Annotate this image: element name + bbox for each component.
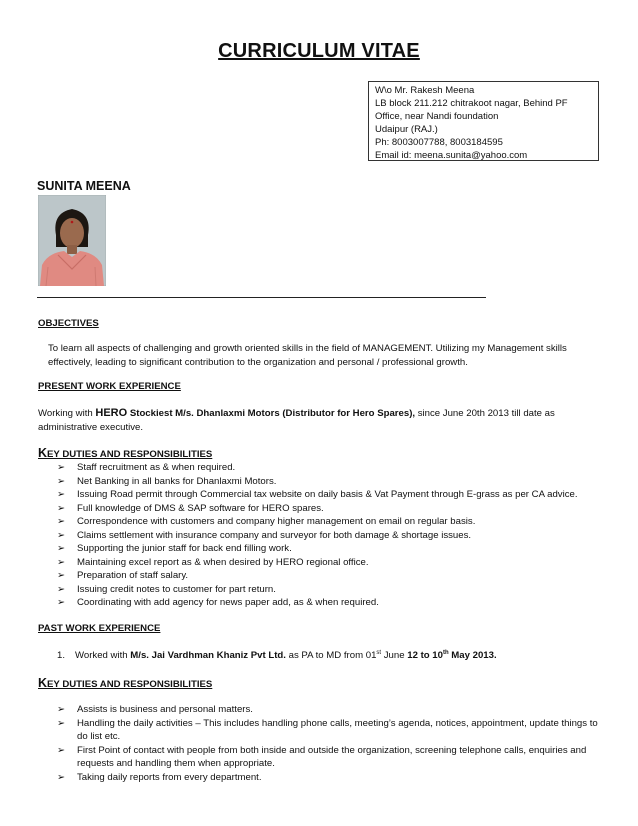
phone-line: Ph: 8003007788, 8003184595	[375, 137, 503, 148]
past-work-entry	[57, 650, 617, 661]
arrow-bullet-icon: ➢	[57, 462, 66, 473]
document-title: CURRICULUM VITAE	[218, 40, 420, 62]
arrow-bullet-icon: ➢	[57, 516, 66, 527]
list-item-text: Issuing credit notes to customer for part return.	[77, 583, 276, 595]
list-item-text: Issuing Road permit through Commercial tax website on daily basis & Vat Payment through E-grass as per CA advice.	[77, 489, 578, 500]
arrow-bullet-icon: ➢	[57, 717, 66, 729]
list-item	[57, 502, 607, 516]
list-item	[57, 461, 607, 475]
key-duties-list-2	[57, 703, 607, 784]
list-item	[57, 744, 607, 771]
past-end-date: May 2013.	[448, 650, 497, 661]
list-item	[57, 569, 607, 583]
past-company: M/s. Jai Vardhman Khaniz Pvt Ltd.	[130, 650, 286, 661]
list-item-text: Supporting the junior staff for back end filling work.	[77, 543, 292, 554]
key-duties-heading-2	[38, 676, 212, 690]
arrow-bullet-icon: ➢	[57, 502, 66, 514]
past-work-heading: PAST WORK EXPERIENCE	[38, 623, 161, 634]
list-item-text: Maintaining excel report as & when desired by HERO regional office.	[77, 556, 369, 568]
arrow-bullet-icon: ➢	[57, 475, 66, 487]
list-item	[57, 596, 607, 610]
arrow-bullet-icon: ➢	[57, 543, 66, 554]
email-line: Email id: meena.sunita@yahoo.com	[375, 150, 528, 161]
list-item	[57, 771, 607, 785]
key-duties-initial: K	[38, 446, 48, 460]
list-item	[57, 515, 607, 529]
list-item-text: Preparation of staff salary.	[77, 570, 189, 581]
list-item-text: Handling the daily activities – This includes handling phone calls, meeting’s agenda, notices, appointment, update things to do list etc.	[77, 717, 598, 742]
objectives-text: To learn all aspects of challenging and growth oriented skills in the field of MANAGEMENT. Utilizing my Management skills effectively, leading to significant contribution to the organization and personal / professional growth.	[48, 343, 567, 368]
arrow-bullet-icon: ➢	[57, 704, 66, 715]
list-item-text: Net Banking in all banks for Dhanlaxmi Motors.	[77, 475, 277, 487]
present-company: Stockiest M/s. Dhanlaxmi Motors (Distributor for Hero Spares),	[127, 408, 416, 419]
past-prefix: Worked with	[75, 650, 131, 661]
present-work-text	[38, 407, 603, 434]
arrow-bullet-icon: ➢	[57, 597, 66, 608]
key-duties-rest: EY DUTIES AND RESPONSIBILITIES	[47, 449, 213, 460]
list-item	[57, 475, 607, 489]
present-suffix: since June 20th 2013 till date as administrative executive.	[38, 408, 555, 433]
list-item	[57, 703, 607, 717]
past-sup-th: th	[442, 649, 449, 656]
address-box	[368, 81, 599, 161]
past-month: June	[381, 650, 408, 661]
list-item	[57, 542, 607, 556]
past-dates: 12 to 10	[407, 650, 443, 661]
key-duties-initial: K	[38, 676, 48, 690]
list-item	[57, 529, 607, 543]
list-item-text: Full knowledge of DMS & SAP software for HERO spares.	[77, 502, 324, 514]
arrow-bullet-icon: ➢	[57, 583, 66, 595]
key-duties-rest: EY DUTIES AND RESPONSIBILITIES	[47, 679, 213, 690]
present-work-heading: PRESENT WORK EXPERIENCE	[38, 381, 181, 392]
key-duties-heading	[38, 446, 212, 460]
past-sup-st: st	[376, 649, 382, 656]
list-item-text: First Point of contact with people from both inside and outside the organization, screening telephone calls, enquiries and requests and handling them when appropriate.	[77, 744, 587, 769]
list-item	[57, 717, 607, 744]
list-item-text: Coordinating with add agency for news paper add, as & when required.	[77, 597, 379, 608]
past-role: as PA to MD from 01	[285, 650, 377, 661]
present-hero: HERO	[95, 407, 128, 419]
list-item-text: Assists is business and personal matters.	[77, 704, 253, 715]
list-item	[57, 556, 607, 570]
profile-photo	[38, 195, 106, 286]
key-duties-list	[57, 461, 607, 610]
arrow-bullet-icon: ➢	[57, 556, 66, 568]
list-item-text: Taking daily reports from every department.	[77, 771, 262, 783]
list-item	[57, 583, 607, 597]
address-line: W\o Mr. Rakesh Meena	[375, 85, 475, 96]
arrow-bullet-icon: ➢	[57, 744, 66, 756]
arrow-bullet-icon: ➢	[57, 570, 66, 581]
arrow-bullet-icon: ➢	[57, 771, 66, 783]
list-item-text: Staff recruitment as & when required.	[77, 462, 236, 473]
arrow-bullet-icon: ➢	[57, 529, 66, 541]
present-prefix: Working with	[38, 408, 96, 419]
list-item-text: Correspondence with customers and company higher management on email on regular basis.	[77, 516, 476, 527]
address-line: Office, near Nandi foundation	[375, 111, 499, 122]
candidate-name: SUNITA MEENA	[37, 179, 131, 193]
divider-line	[37, 297, 486, 298]
address-line: LB block 211.212 chitrakoot nagar, Behind PF	[375, 98, 568, 109]
arrow-bullet-icon: ➢	[57, 489, 66, 500]
objectives-heading: OBJECTIVES	[38, 318, 99, 329]
list-item-text: Claims settlement with insurance company and surveyor for both damage & shortage issues.	[77, 529, 472, 541]
address-line: Udaipur (RAJ.)	[375, 124, 438, 135]
list-item	[57, 488, 607, 502]
entry-number: 1.	[57, 650, 66, 661]
